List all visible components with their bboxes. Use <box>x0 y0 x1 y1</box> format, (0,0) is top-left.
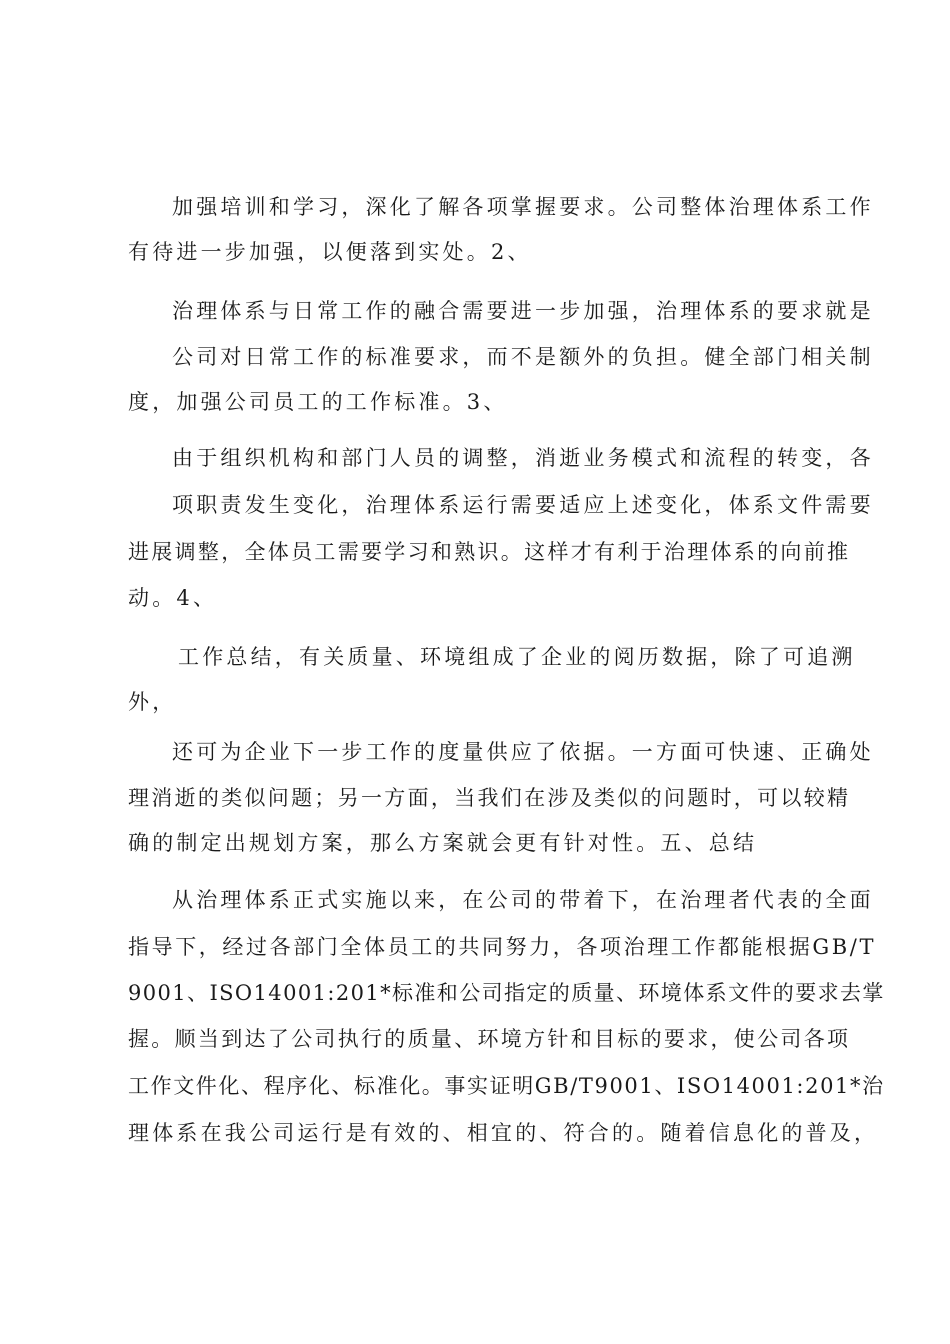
paragraph-line: 公司对日常工作的标准要求，而不是额外的负担。健全部门相关制 <box>172 345 874 369</box>
paragraph-line: 由于组织机构和部门人员的调整，消逝业务模式和流程的转变，各 <box>172 446 874 470</box>
paragraph-line: 治理体系与日常工作的融合需要进一步加强，治理体系的要求就是 <box>172 299 874 323</box>
paragraph-line: 工作总结，有关质量、环境组成了企业的阅历数据，除了可追溯 <box>178 645 856 669</box>
paragraph-line: 工作文件化、程序化、标准化。事实证明GB/T9001、ISO14001:201*治 <box>128 1074 885 1098</box>
paragraph-line: 度，加强公司员工的工作标准。3、 <box>128 390 508 414</box>
paragraph-line: 9001、ISO14001:201*标准和公司指定的质量、环境体系文件的要求去掌 <box>128 981 885 1005</box>
paragraph-line: 项职责发生变化，治理体系运行需要适应上述变化，体系文件需要 <box>172 493 874 517</box>
paragraph-line: 从治理体系正式实施以来，在公司的带着下，在治理者代表的全面 <box>172 888 874 912</box>
paragraph-line: 外， <box>128 690 177 714</box>
paragraph-line: 理体系在我公司运行是有效的、相宜的、符合的。随着信息化的普及， <box>128 1121 879 1145</box>
paragraph-line: 有待进一步加强，以便落到实处。2、 <box>128 240 532 264</box>
paragraph-line: 指导下，经过各部门全体员工的共同努力，各项治理工作都能根据GB/T <box>128 935 877 959</box>
paragraph-line: 进展调整，全体员工需要学习和熟识。这样才有利于治理体系的向前推 <box>128 540 851 564</box>
paragraph-line: 握。顺当到达了公司执行的质量、环境方针和目标的要求，使公司各项 <box>128 1027 851 1051</box>
paragraph-line: 加强培训和学习，深化了解各项掌握要求。公司整体治理体系工作 <box>172 195 874 219</box>
paragraph-line: 理消逝的类似问题；另一方面，当我们在涉及类似的问题时，可以较精 <box>128 786 851 810</box>
paragraph-line: 还可为企业下一步工作的度量供应了依据。一方面可快速、正确处 <box>172 740 874 764</box>
paragraph-line: 动。4、 <box>128 586 218 610</box>
paragraph-line: 确的制定出规划方案，那么方案就会更有针对性。五、总结 <box>128 831 758 855</box>
